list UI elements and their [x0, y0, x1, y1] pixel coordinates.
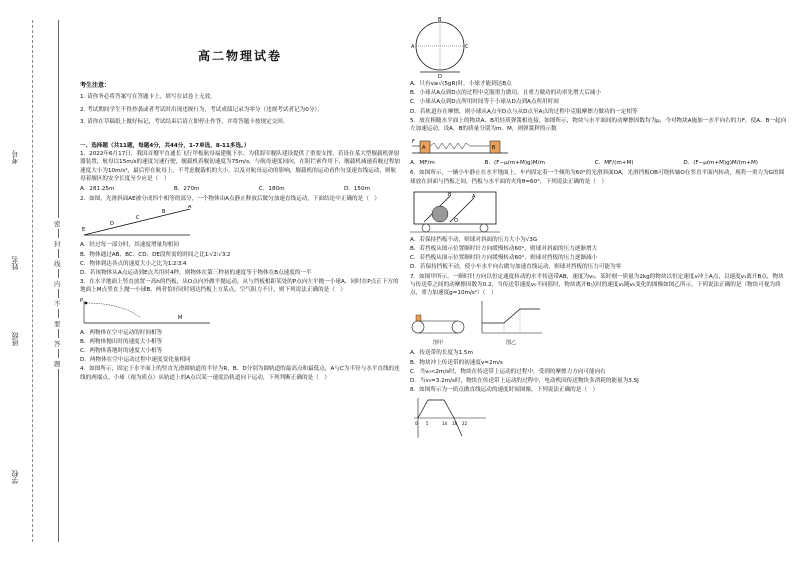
- figure-a: [410, 311, 466, 347]
- seal-char: 答: [54, 340, 61, 348]
- q3-option-b: B．两物体抛出时的速度大小相等: [80, 338, 163, 345]
- q4-option-c: C．小球从A点到D点所用时间等于小球从D点到A点所用时间: [410, 99, 559, 106]
- conveyor-figures: [410, 299, 788, 347]
- notice-heading: 考生注意：: [80, 82, 111, 90]
- left-column: [80, 14, 400, 383]
- q4-option-a: A．只有v≥√(5gR)时，小球才能到达B点: [410, 81, 512, 87]
- notice-item: 1. 请你务必将答案写在答题卡上，填写在试卷上无效。: [80, 94, 216, 101]
- figure-a-label: 图甲: [432, 340, 443, 347]
- seal-char: 封: [54, 240, 61, 248]
- conveyor-diagram: [410, 311, 466, 339]
- incline-figure: [80, 205, 400, 239]
- q3-option-c: C．两物体落地时的速度大小相等: [80, 348, 163, 355]
- point-a-label: A: [188, 205, 192, 211]
- q3-option-a: A．两物体在空中运动的时间相等: [80, 329, 163, 336]
- projectile-figure: [80, 297, 400, 327]
- point-d-label: D: [110, 221, 114, 228]
- svg-text:B: B: [438, 17, 442, 23]
- page-title: 高二物理试卷: [197, 49, 282, 63]
- tick-0: 0: [415, 421, 418, 427]
- q6-option-c: C．若挡板从图示位置顺时针方向缓慢转动60°，则球对挡板的压力逐渐减小: [410, 255, 598, 262]
- point-p-label: P: [80, 297, 84, 304]
- point-e-label: E: [82, 227, 86, 234]
- label-school: 学校: [11, 470, 19, 484]
- q2-option-d: D．若该物体从A点运动到E点共用时4秒，则物体在第三秒初的速度等于物体在B点速度的一半: [80, 270, 312, 277]
- q7-option-a: A．传送带的长度为1.5m: [410, 350, 473, 357]
- cart-diagram: [410, 188, 500, 234]
- notice-block: [80, 82, 400, 126]
- question-1: 1．2022年6月17日，我国首艘平直通长飞行甲板航母福建舰下水。为我海军舰队建设提供了重要支撑，若设在某大型舰载机弹射器装置，航母以15m/s的速度匀速行驶，舰载机着舰初速度为75m/s，与航母速度同向，在阻拦索作用下，舰载机减速着舰过程加速度大小为10m/s²，最后停在航母上，不考虑舰载机的大小，以及对航母运动的影响，舰载机的运动看作匀变速直线运动，则航母着舰区的安全长度至少应是（ ）: [80, 151, 401, 182]
- incline-diagram: [80, 205, 200, 239]
- label-class: 班级: [11, 332, 19, 346]
- label-name: 姓名: [11, 256, 19, 270]
- svg-text:D: D: [438, 74, 442, 78]
- q5-option-b: B．(F−μ(m+M)g)M/m: [484, 160, 545, 167]
- tick-14: 14: [442, 421, 448, 427]
- q5-option-c: C．MF/(m+M): [594, 160, 634, 167]
- seal-char: 不: [54, 300, 61, 308]
- seal-char: 题: [54, 360, 61, 368]
- q1-option-a: A．281.25m: [80, 186, 115, 193]
- point-a-label: A: [472, 193, 476, 200]
- seal-char: 要: [54, 320, 61, 328]
- spring-blocks-diagram: [410, 135, 510, 157]
- circle-track-figure: [410, 16, 788, 78]
- point-b-label: B: [448, 191, 452, 198]
- figure-b-label: 图乙: [505, 340, 516, 347]
- seal-char: 内: [54, 280, 61, 288]
- q6-option-a: A．若保持挡板不动，则球对斜面的压力大小为√3G: [410, 236, 538, 243]
- q4-option-d: D．若轨道存在摩擦，则小球从A点至D点与从D点至A点的过程中克服摩擦力做功的一定相等: [410, 108, 638, 115]
- point-o-label: O: [454, 217, 458, 224]
- q1-option-b: B．270m: [173, 186, 200, 193]
- q1-option-c: C．180m: [258, 186, 285, 193]
- question-5: 5．放在粗糙水平面上的物块A、B用轻质弹簧相连接，如图所示，物块与水平面间的动摩擦因数均为μ，今对物块A施加一水平向右的力F，使A、B一起向左加速运动，设A、B的质量分别为m、M，则弹簧秤的示数: [410, 117, 787, 133]
- seal-char: 密: [54, 220, 61, 228]
- q7-option-b: B．物块冲上传送带的初速度v=2m/s: [410, 359, 503, 366]
- q6-option-d: D．若保持挡板不动，使小车水平向右做匀加速直线运动，则球对挡板的压力可能为零: [410, 264, 622, 271]
- block-a-label: A: [422, 145, 426, 152]
- force-f-label: F: [412, 139, 415, 146]
- q2-option-c: C．物体到达各点的速度大小之比为1∶2∶3∶4: [80, 260, 187, 267]
- dashed-cut-line: [32, 20, 33, 542]
- vt-graph-figure: [410, 396, 788, 440]
- projectile-diagram: [80, 297, 220, 327]
- notice-item: 3. 请你在草稿纸上做好标记，考试结束后请立即停止作答，并将答题卡按规定交回。: [80, 118, 289, 125]
- point-b-label: B: [162, 209, 166, 216]
- cart-figure: [410, 188, 788, 234]
- q2-option-b: B．物体通过AB、BC、CD、DE段所需的时间之比1∶√2∶√3∶2: [80, 251, 231, 258]
- question-4: 4．如图所示，固定于水平面上的竖直光滑圆轨道的半径为R，B、D分别为圆轨道的最高点和最低点，A与C为半径与水平直线的连线的两端点，小球（视为质点）从轨道上的A点以某一速度沿轨道向下运动，下列判断正确的是（ ）: [80, 366, 400, 381]
- question-8: 8．如图所示为一质点做直线运动的速度时间图像，下列说法正确的是（ ）: [410, 387, 599, 394]
- vt-graph: [410, 396, 490, 440]
- point-m-label: M: [178, 314, 183, 321]
- question-6: 6．如图所示，一辆小车静止在水平地面上，车内固定着一个倾角为60°的光滑斜面OA，光滑挡板OB可绕转轴O在竖直平面内转动，现将一重力为G的圆球放在斜面与挡板之间，挡板与水平面的夹角θ=60°，下列说法正确的是（ ）: [410, 170, 785, 185]
- q1-options: [80, 185, 400, 193]
- velocity-graph: [476, 299, 546, 339]
- q5-option-d: D．(F−μ(m+M)g)M/(m+M): [683, 160, 758, 167]
- block-b-label: B: [492, 145, 496, 152]
- q1-option-d: D．150m: [343, 186, 370, 193]
- notice-item: 2. 考试期间学生不得抄袭或者考试时出现违规行为，考试成绩记录为零分（违规考试者记为0分）。: [80, 106, 323, 113]
- svg-text:C: C: [465, 44, 469, 50]
- binding-strip: [0, 0, 70, 562]
- q6-option-b: B．若挡板从图示位置顺时针方向缓慢转动60°，则球对斜面的压力逐渐增大: [410, 246, 598, 253]
- q5-option-a: A．MF/m: [410, 160, 435, 167]
- section-heading: 一、选择题（共11题，每题4分，共44分，1-7单选，8-11多选。）: [80, 143, 250, 150]
- q2-option-a: A．经过每一部分时，其速度增量均相同: [80, 242, 179, 249]
- spring-blocks-figure: [410, 135, 788, 157]
- label-kaohao: 考号: [11, 150, 19, 164]
- circle-track-diagram: [410, 16, 470, 78]
- tick-22: 22: [462, 421, 468, 427]
- right-column: [410, 14, 788, 442]
- tick-5: 5: [426, 421, 429, 427]
- q3-option-d: D．两物体在空中运动过程中速度变化量相同: [80, 357, 191, 364]
- q7-option-c: C．当v₀<2m/s时，物块在传送带上运动的过程中，受到的摩擦力方向可能向右: [410, 368, 606, 375]
- seal-char: 线: [54, 260, 61, 268]
- question-3: 3．在水平地面上竖直放置一高h的挡板，从O点向外做平抛运动，从与挡板相距某处的P点向左平抛一小球A，同时在P点正下方的地面上M点竖直上抛一小球B，两者恰好同时到达挡板上方某点，空气阻力不计，则下列说法正确的是（ ）: [80, 279, 399, 294]
- question-7: 7．如图甲所示，一顺时针方向以恒定速度转动的水平传送带AB，速度为v₀，某时刻一质量为2kg的物块以恒定速度v冲上A点，以速度v₁离开B点，物块与传送带之间的动摩擦因数为0.2，当传送带速度v₀不同值时，物块离开B点时的速度v₁随v₀变化的图像如图乙所示，下列说法正确的是（物块可视为质点，重力加速度g=10m/s²）（ ）: [410, 273, 784, 297]
- question-2: 2．如图，光滑斜面AE被分成四个相等的部分，一个物体由A点静止释放后做匀加速直线运动，下面结论中正确的是（ ）: [80, 196, 381, 203]
- tick-18: 18: [452, 421, 458, 427]
- figure-b: [476, 299, 546, 347]
- svg-text:A: A: [411, 44, 415, 50]
- q5-options: [410, 159, 788, 167]
- q7-option-d: D．当v₀=3.2m/s时，物块在传送带上运动的过程中，电动机因传送物块多消耗的能量为3.5J: [410, 378, 639, 385]
- point-c-label: C: [136, 215, 140, 222]
- q4-option-b: B．小球从A点到D点的过程中克服重力做功，且重力做功的功率先增大后减小: [410, 90, 601, 97]
